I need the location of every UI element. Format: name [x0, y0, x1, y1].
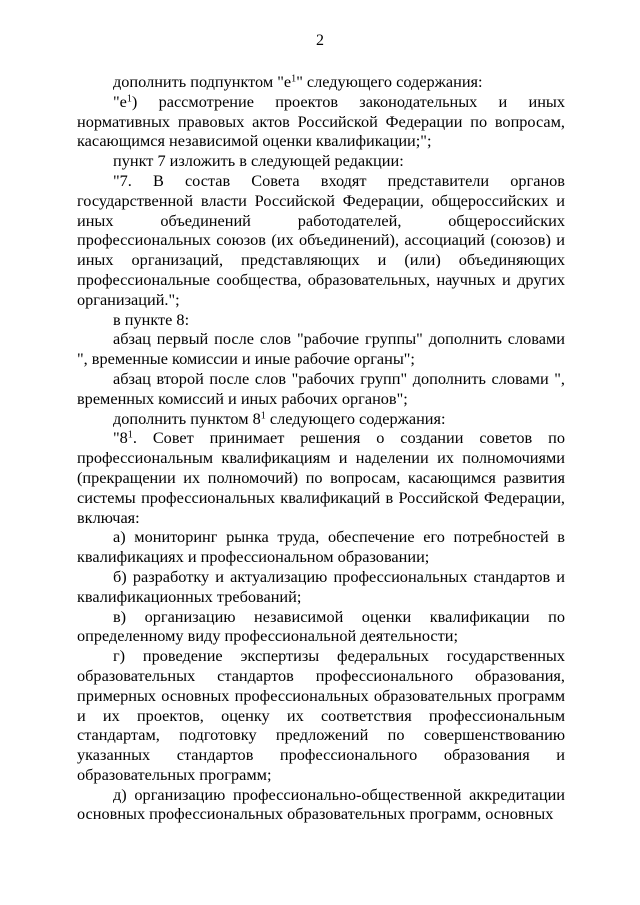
paragraph-p13	[77, 646, 565, 785]
text-segment: б) разработку и актуализацию профессиональных стандартов и квалификационных требований;	[77, 566, 565, 606]
text-segment: д) организацию профессионально-общественной аккредитации основных профессиональных образовательных программ, основных	[77, 784, 565, 824]
text-segment: "8	[113, 428, 128, 448]
text-segment: следующего содержания:	[265, 408, 446, 428]
paragraph-p11	[77, 567, 565, 607]
text-segment: пункт 7 изложить в следующей редакции:	[113, 151, 404, 171]
superscript: 1	[127, 429, 133, 441]
paragraph-p3	[77, 151, 565, 171]
paragraph-p6	[77, 329, 565, 369]
text-segment: дополнить подпунктом "е	[113, 72, 292, 91]
paragraph-p12	[77, 607, 565, 647]
paragraph-p2	[77, 92, 565, 151]
paragraph-p5	[77, 310, 565, 330]
text-segment: дополнить пунктом 8	[113, 408, 261, 428]
text-segment: в) организацию независимой оценки квалификации по определенному виду профессиональной деятельности;	[77, 606, 565, 646]
text-segment: . Совет принимает решения о создании советов по профессиональным квалификациям и наделении их полномочиями (прекращении их полномочий) по вопросам, касающимся развития системы профессиональных квалификаций в Российской Федерации, включая:	[77, 428, 565, 527]
text-segment: абзац первый после слов "рабочие группы" дополнить словами ", временные комиссии и иные рабочие органы";	[77, 329, 565, 369]
paragraph-p14	[77, 785, 565, 825]
superscript: 1	[126, 93, 132, 105]
page-number: 2	[316, 32, 324, 49]
text-segment: "е	[113, 91, 127, 111]
paragraph-p7	[77, 369, 565, 409]
superscript: 1	[291, 73, 297, 85]
paragraph-p1	[77, 72, 565, 92]
text-segment: а) мониторинг рынка труда, обеспечение его потребностей в квалификациях и профессиональном образовании;	[77, 527, 565, 567]
text-segment: абзац второй после слов "рабочих групп" дополнить словами ", временных комиссий и иных рабочих органов";	[77, 368, 565, 408]
text-segment: " следующего содержания:	[296, 72, 483, 91]
paragraph-p8	[77, 409, 565, 429]
paragraph-p4	[77, 171, 565, 310]
superscript: 1	[260, 410, 266, 421]
text-segment: в пункте 8:	[113, 309, 190, 329]
text-segment: г) проведение экспертизы федеральных государственных образовательных стандартов профессионального образования, примерных основных профессиональных образовательных программ и их проектов, оценку их соответствия профессиональным стандартам, подготовку предложений по совершенствованию указанных стандартов профессионального образования и образовательных программ;	[77, 646, 565, 784]
paragraph-p9	[77, 428, 565, 527]
paragraph-p10	[77, 527, 565, 567]
text-segment: ) рассмотрение проектов законодательных и иных нормативных правовых актов Российской Федерации по вопросам, касающимся независимой оценки квалификации;";	[77, 91, 565, 151]
text-segment: "7. В состав Совета входят представители органов государственной власти Российской Федерации, общероссийских и иных объединений работодателей, общероссийских профессиональных союзов (их объединений), ассоциаций (союзов) и иных организаций, представляющих и (или) объединяющих профессиональные сообщества, образовательных, научных и других организаций.";	[77, 170, 565, 309]
document-body	[77, 72, 565, 824]
